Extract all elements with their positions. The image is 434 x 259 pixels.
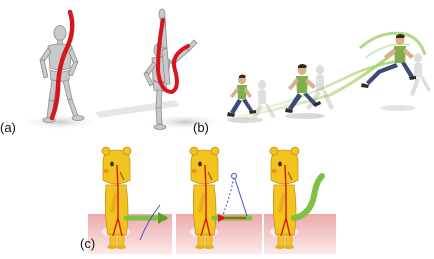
mannequin-foot xyxy=(154,125,166,130)
panel-label-c: (c) xyxy=(80,236,96,251)
mannequin-foot xyxy=(72,116,84,121)
motion-trail-curve xyxy=(250,60,405,112)
running-character-1 xyxy=(227,75,256,118)
character-shadow xyxy=(380,105,416,111)
mannequin-foot xyxy=(159,9,165,19)
mannequin-shadow xyxy=(20,114,100,130)
character-shadow xyxy=(227,117,263,123)
mannequin-figure-2 xyxy=(144,9,197,130)
mannequin-figure-1 xyxy=(40,26,84,123)
running-character-2 xyxy=(285,64,321,113)
panel-c xyxy=(80,147,336,254)
mannequin-forearm xyxy=(40,60,48,78)
mannequin-thigh xyxy=(63,80,72,100)
rotation-handle xyxy=(232,174,237,179)
mannequin-thigh xyxy=(156,90,162,108)
panel-a xyxy=(0,9,225,135)
panel-label-a: (a) xyxy=(0,120,16,135)
panel-label-b: (b) xyxy=(193,120,209,135)
panel-b xyxy=(193,33,431,135)
mannequin-shin xyxy=(156,108,162,124)
rotation-axis xyxy=(234,176,247,216)
rotation-arc xyxy=(222,176,234,218)
tail-curve xyxy=(294,176,322,218)
mannequin-head xyxy=(54,26,66,41)
character-shadow xyxy=(285,113,325,119)
